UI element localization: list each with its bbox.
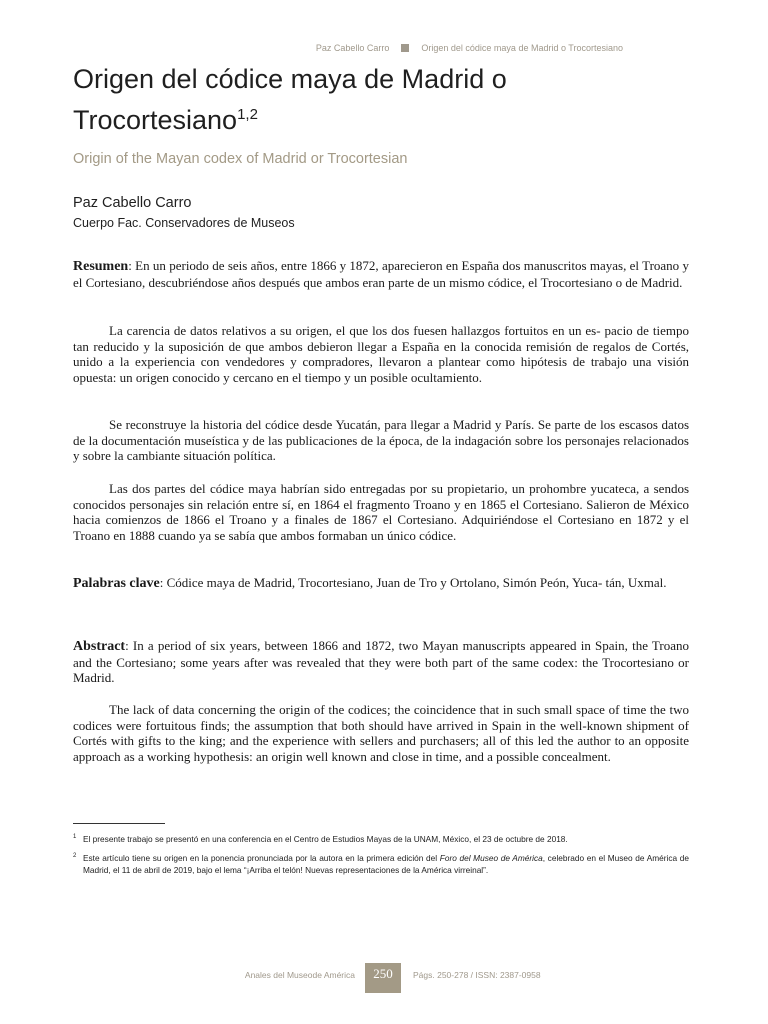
author-name: Paz Cabello Carro (73, 195, 192, 211)
footnote-1-text: El presente trabajo se presentó en una conferencia en el Centro de Estudios Mayas de la UNAM, México, el 23 de octubre de 2018. (83, 834, 568, 844)
resumen-text-1: : En un periodo de seis años, entre 1866 y 1872, aparecieron en España dos manuscritos mayas, el Troano y el Cortesiano, descubriéndose años después que ambos eran parte de un mismo códice, el Trocortesiano o de Madrid. (73, 258, 689, 290)
footnote-2-text-post: , celebrado en el Museo de América de Madrid, el 11 de abril de 2019, bajo el lema “¡Arriba el telón! Nuevas representaciones de la América virreinal”. (83, 853, 690, 875)
abstract-paragraph-1 (73, 638, 689, 686)
footer-journal-name: Anales del Museode América (244, 970, 355, 980)
resumen-paragraph-2: La carencia de datos relativos a su origen, el que los dos fuesen hallazgos fortuitos en un es- pacio de tiempo tan reducido y la suposición de que ambos debieron llegar a España en la conocida remisión de regalos de Cortés, unido a la experiencia con vendedores y compradores, llevaron a plantear como hipótesis de trabajo una visión opuesta: un origen conocido y cercano en el tiempo y un posible ocultamiento. (73, 323, 689, 385)
running-head-title: Origen del códice maya de Madrid o Trocortesiano (421, 43, 623, 53)
article-subtitle: Origin of the Mayan codex of Madrid or Trocortesian (73, 151, 408, 167)
footnote-divider (73, 823, 165, 824)
abstract-label: Abstract (73, 639, 126, 654)
keywords-paragraph (73, 575, 689, 592)
article-title (73, 62, 693, 138)
resumen-paragraph-4: Las dos partes del códice maya habrían sido entregadas por su propietario, un prohombre yucateca, a sendos conocidos personajes sin relación entre sí, en 1864 el fragmento Troano y en 1865 el Cortesiano. Salieron de México hacia comienzos de 1866 el Troano y a finales de 1867 el Cortesiano. Adquiriéndose el Cortesiano en 1872 y el Troano en 1888 cuando ya se sabía que ambos formaban un único códice. (73, 481, 689, 543)
keywords-text: : Códice maya de Madrid, Trocortesiano, Juan de Tro y Ortolano, Simón Peón, Yuca- tán, Uxmal. (159, 575, 667, 590)
page-footer (0, 963, 768, 993)
page-number-box (365, 963, 401, 993)
article-title-text: Origen del códice maya de Madrid o Trocortesiano (73, 64, 507, 135)
running-head (316, 43, 623, 53)
footnote-2-text-pre: Este artículo tiene su origen en la ponencia pronunciada por la autora en la primera edición del (83, 853, 440, 863)
running-head-author: Paz Cabello Carro (315, 43, 390, 53)
footnote-2-text (73, 852, 689, 876)
footnote-2 (73, 852, 689, 876)
footer-pages-issn: Págs. 250-278 / ISSN: 2387-0958 (413, 970, 541, 980)
footnote-1 (73, 833, 689, 845)
resumen-paragraph-3: Se reconstruye la historia del códice desde Yucatán, para llegar a Madrid y París. Se parte de los escasos datos de la documentación museística y de las publicaciones de la época, de la indagación sobre los personajes relacionados y sobre la cambiante situación política. (73, 417, 689, 464)
footnote-2-number: 2 (73, 853, 77, 859)
abstract-paragraph-2: The lack of data concerning the origin of the codices; the coincidence that in such small space of time the two codices were fortuitous finds; the assumption that both should have arrived in Spain in the well-known shipment of Cortés with gifts to the king; and the experience with sellers and purchasers; all of this led the author to an opposite approach as a working hypothesis: an origin well known and close in time, and a possible concealment. (73, 702, 689, 764)
page-number: 250 (373, 966, 393, 981)
title-footnote-refs[interactable]: 1,2 (237, 106, 258, 123)
footnote-2-event-name: Foro del Museo de América (439, 853, 543, 863)
keywords-label: Palabras clave (73, 576, 160, 591)
abstract-text-1: : In a period of six years, between 1866 and 1872, two Mayan manuscripts appeared in Spain, the Troano and the Cortesiano; some years after was revealed that they were both part of the same codex: the Trocortesiano or Madrid. (73, 638, 689, 686)
author-affiliation: Cuerpo Fac. Conservadores de Museos (73, 216, 295, 230)
resumen-paragraph-1 (73, 258, 689, 290)
footnote-1-number: 1 (73, 834, 77, 840)
square-divider-icon (401, 44, 409, 52)
resumen-label: Resumen (73, 259, 129, 274)
